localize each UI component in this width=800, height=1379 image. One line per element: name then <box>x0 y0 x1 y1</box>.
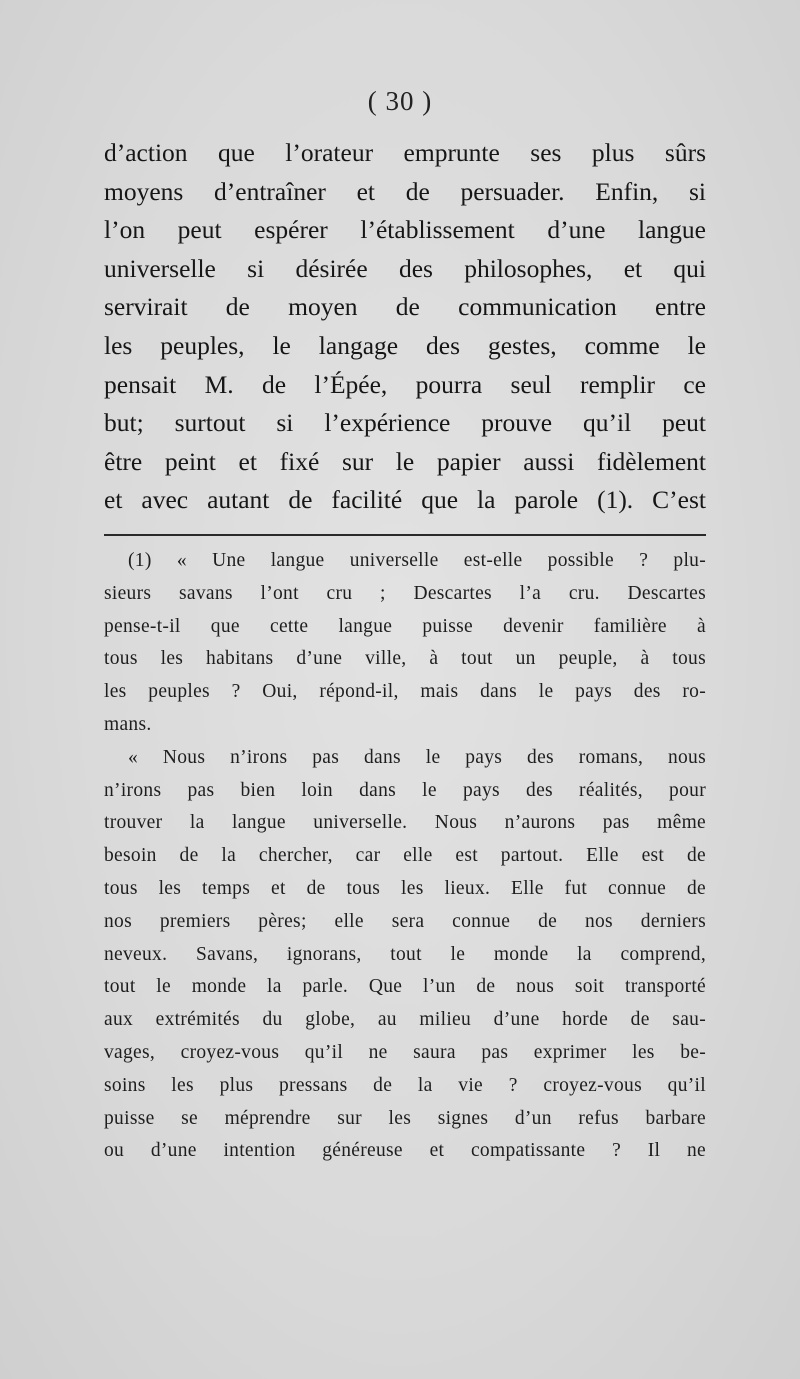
footnote-line: soins les plus pressans de la vie ? croyez-vous qu’il <box>104 1074 706 1096</box>
footnote-line: ou d’une intention généreuse et compatissante ? Il ne <box>104 1140 706 1162</box>
body-line: l’on peut espérer l’établissement d’une langue <box>104 215 706 245</box>
body-line: et avec autant de facilité que la parole (1). C’est <box>104 485 706 515</box>
footnote-line: « Nous n’irons pas dans le pays des romans, nous <box>128 746 706 768</box>
footnote-line: mans. <box>104 713 152 735</box>
body-line: pensait M. de l’Épée, pourra seul remplir ce <box>104 369 706 399</box>
footnote-line: n’irons pas bien loin dans le pays des réalités, pour <box>104 779 706 801</box>
footnote-line: nos premiers pères; elle sera connue de nos derniers <box>104 910 706 932</box>
page-number: ( 30 ) <box>367 86 433 116</box>
footnote-line: (1) « Une langue universelle est-elle possible ? plu- <box>128 550 706 571</box>
footnote-line: tous les temps et de tous les lieux. Elle fut connue de <box>104 877 706 899</box>
footnote-line: vages, croyez-vous qu’il ne saura pas exprimer les be- <box>104 1041 706 1063</box>
footnote-line: trouver la langue universelle. Nous n’aurons pas même <box>104 812 706 834</box>
body-line: universelle si désirée des philosophes, et qui <box>104 253 706 283</box>
body-line: les peuples, le langage des gestes, comme le <box>104 330 706 360</box>
footnote-line: besoin de la chercher, car elle est partout. Elle est de <box>104 845 706 867</box>
body-line: être peint et fixé sur le papier aussi fidèlement <box>104 446 706 476</box>
footnote-line: aux extrémités du globe, au milieu d’une horde de sau- <box>104 1009 706 1031</box>
footnote-line: les peuples ? Oui, répond-il, mais dans le pays des ro- <box>104 681 706 703</box>
footnote <box>104 545 706 1168</box>
footnote-line: tous les habitans d’une ville, à tout un peuple, à tous <box>104 648 706 670</box>
footnote-line: neveux. Savans, ignorans, tout le monde la comprend, <box>104 943 706 965</box>
footnote-line: tout le monde la parle. Que l’un de nous soit transporté <box>104 976 706 998</box>
footnote-line: sieurs savans l’ont cru ; Descartes l’a cru. Descartes <box>104 582 706 604</box>
footnote-line: puisse se méprendre sur les signes d’un refus barbare <box>104 1107 706 1129</box>
body-line: but; surtout si l’expérience prouve qu’il peut <box>104 408 706 438</box>
body-line: moyens d’entraîner et de persuader. Enfin, si <box>104 176 706 206</box>
footnote-separator-rule <box>104 534 706 536</box>
body-line: servirait de moyen de communication entre <box>104 292 706 322</box>
footnote-line: pense-t-il que cette langue puisse devenir familière à <box>104 615 706 637</box>
body-line: d’action que l’orateur emprunte ses plus sûrs <box>104 138 706 167</box>
main-body-text <box>104 134 706 520</box>
